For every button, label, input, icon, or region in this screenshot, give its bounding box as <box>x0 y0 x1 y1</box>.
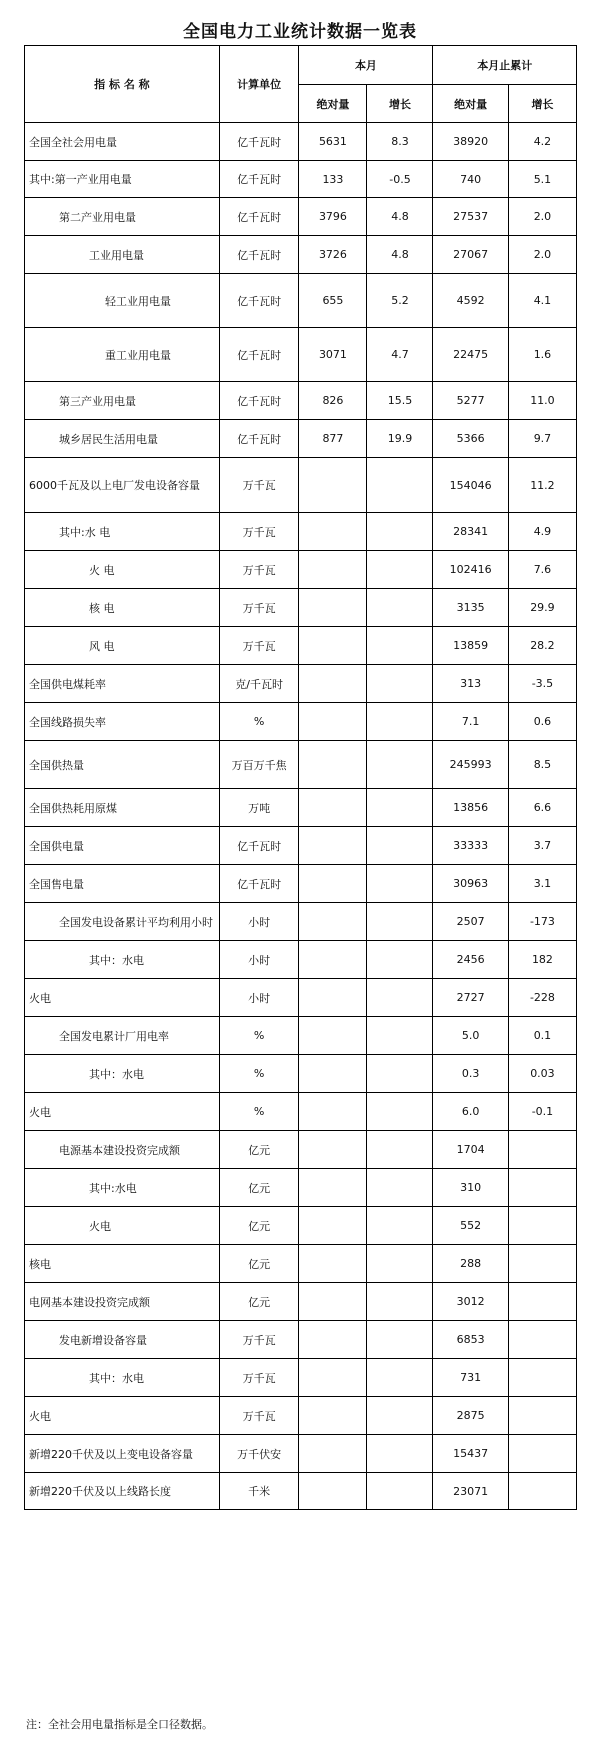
cumulative-growth-cell: 2.0 <box>508 236 576 274</box>
cumulative-abs-cell: 27067 <box>433 236 508 274</box>
indicator-name-cell: 第二产业用电量 <box>25 198 220 236</box>
indicator-name-cell: 电网基本建设投资完成额 <box>25 1283 220 1321</box>
cumulative-abs-cell: 313 <box>433 665 508 703</box>
indicator-name-cell: 全国发电设备累计平均利用小时 <box>25 903 220 941</box>
unit-cell: 亿元 <box>219 1245 299 1283</box>
month-abs-cell <box>299 1321 367 1359</box>
indicator-name-cell: 轻工业用电量 <box>25 274 220 328</box>
table-row <box>25 1245 577 1283</box>
cumulative-abs-cell: 6.0 <box>433 1093 508 1131</box>
cumulative-abs-cell: 22475 <box>433 328 508 382</box>
cumulative-growth-cell <box>508 1245 576 1283</box>
cumulative-growth-cell: 3.1 <box>508 865 576 903</box>
unit-cell: 万千瓦 <box>219 458 299 513</box>
cumulative-growth-cell <box>508 1207 576 1245</box>
month-abs-cell <box>299 513 367 551</box>
cumulative-abs-cell: 4592 <box>433 274 508 328</box>
table-row <box>25 665 577 703</box>
indicator-name-cell: 其中:水 电 <box>25 513 220 551</box>
unit-cell: % <box>219 703 299 741</box>
cumulative-abs-cell: 6853 <box>433 1321 508 1359</box>
table-row <box>25 513 577 551</box>
indicator-name-cell: 火电 <box>25 979 220 1017</box>
indicator-name-cell: 全国线路损失率 <box>25 703 220 741</box>
cumulative-growth-cell: 0.03 <box>508 1055 576 1093</box>
month-abs-cell: 826 <box>299 382 367 420</box>
unit-cell: 小时 <box>219 903 299 941</box>
month-growth-cell <box>367 458 433 513</box>
month-abs-cell <box>299 1055 367 1093</box>
unit-cell: 亿千瓦时 <box>219 328 299 382</box>
cumulative-growth-cell: 29.9 <box>508 589 576 627</box>
month-abs-cell <box>299 1283 367 1321</box>
cumulative-abs-cell: 5277 <box>433 382 508 420</box>
month-abs-cell <box>299 551 367 589</box>
cumulative-abs-cell: 552 <box>433 1207 508 1245</box>
table-row <box>25 789 577 827</box>
cumulative-growth-cell: 4.9 <box>508 513 576 551</box>
indicator-name-cell: 电源基本建设投资完成额 <box>25 1131 220 1169</box>
unit-cell: 万千瓦 <box>219 1397 299 1435</box>
cumulative-abs-cell: 28341 <box>433 513 508 551</box>
indicator-name-cell: 城乡居民生活用电量 <box>25 420 220 458</box>
table-row <box>25 123 577 161</box>
header-unit: 计算单位 <box>219 46 299 123</box>
unit-cell: 亿千瓦时 <box>219 382 299 420</box>
table-row <box>25 161 577 198</box>
month-growth-cell <box>367 827 433 865</box>
indicator-name-cell: 全国供热耗用原煤 <box>25 789 220 827</box>
cumulative-abs-cell: 2875 <box>433 1397 508 1435</box>
cumulative-abs-cell: 2456 <box>433 941 508 979</box>
month-abs-cell <box>299 665 367 703</box>
table-row <box>25 1283 577 1321</box>
month-abs-cell <box>299 1435 367 1473</box>
header-month-growth: 增长 <box>367 85 433 123</box>
month-growth-cell: 4.8 <box>367 236 433 274</box>
month-growth-cell <box>367 551 433 589</box>
cumulative-growth-cell: 6.6 <box>508 789 576 827</box>
table-row <box>25 941 577 979</box>
table-row <box>25 198 577 236</box>
table-row <box>25 1093 577 1131</box>
month-growth-cell <box>367 1169 433 1207</box>
cumulative-growth-cell: -228 <box>508 979 576 1017</box>
month-growth-cell: 4.7 <box>367 328 433 382</box>
indicator-name-cell: 火电 <box>25 1207 220 1245</box>
indicator-name-cell: 其中：水电 <box>25 1359 220 1397</box>
month-abs-cell: 3796 <box>299 198 367 236</box>
month-growth-cell <box>367 703 433 741</box>
indicator-name-cell: 其中：水电 <box>25 1055 220 1093</box>
month-growth-cell <box>367 1131 433 1169</box>
indicator-name-cell: 重工业用电量 <box>25 328 220 382</box>
indicator-name-cell: 发电新增设备容量 <box>25 1321 220 1359</box>
unit-cell: 亿元 <box>219 1169 299 1207</box>
unit-cell: 万千瓦 <box>219 1321 299 1359</box>
month-growth-cell: 8.3 <box>367 123 433 161</box>
cumulative-abs-cell: 15437 <box>433 1435 508 1473</box>
table-row <box>25 1435 577 1473</box>
indicator-name-cell: 全国供热量 <box>25 741 220 789</box>
month-abs-cell <box>299 1397 367 1435</box>
cumulative-abs-cell: 102416 <box>433 551 508 589</box>
cumulative-growth-cell: 9.7 <box>508 420 576 458</box>
table-body <box>25 123 577 1510</box>
cumulative-abs-cell: 30963 <box>433 865 508 903</box>
month-growth-cell <box>367 1397 433 1435</box>
unit-cell: 万百万千焦 <box>219 741 299 789</box>
cumulative-abs-cell: 33333 <box>433 827 508 865</box>
header-cumulative-abs: 绝对量 <box>433 85 508 123</box>
indicator-name-cell: 火电 <box>25 1397 220 1435</box>
month-abs-cell <box>299 1359 367 1397</box>
table-row <box>25 328 577 382</box>
month-growth-cell <box>367 1017 433 1055</box>
cumulative-growth-cell: 4.1 <box>508 274 576 328</box>
month-abs-cell <box>299 979 367 1017</box>
unit-cell: 亿千瓦时 <box>219 827 299 865</box>
indicator-name-cell: 其中:第一产业用电量 <box>25 161 220 198</box>
month-growth-cell <box>367 627 433 665</box>
cumulative-growth-cell <box>508 1397 576 1435</box>
unit-cell: 万千瓦 <box>219 589 299 627</box>
unit-cell: 亿千瓦时 <box>219 274 299 328</box>
month-growth-cell <box>367 1283 433 1321</box>
table-row <box>25 627 577 665</box>
unit-cell: % <box>219 1055 299 1093</box>
table-row <box>25 236 577 274</box>
table-row <box>25 741 577 789</box>
cumulative-abs-cell: 3012 <box>433 1283 508 1321</box>
cumulative-growth-cell: 2.0 <box>508 198 576 236</box>
unit-cell: 亿元 <box>219 1207 299 1245</box>
table-row <box>25 458 577 513</box>
cumulative-growth-cell: -173 <box>508 903 576 941</box>
indicator-name-cell: 全国发电累计厂用电率 <box>25 1017 220 1055</box>
header-cumulative-growth: 增长 <box>508 85 576 123</box>
cumulative-growth-cell: 5.1 <box>508 161 576 198</box>
month-growth-cell <box>367 865 433 903</box>
cumulative-abs-cell: 38920 <box>433 123 508 161</box>
cumulative-abs-cell: 13859 <box>433 627 508 665</box>
month-growth-cell: 4.8 <box>367 198 433 236</box>
cumulative-growth-cell <box>508 1321 576 1359</box>
cumulative-growth-cell <box>508 1473 576 1510</box>
indicator-name-cell: 其中:水电 <box>25 1169 220 1207</box>
cumulative-growth-cell: 3.7 <box>508 827 576 865</box>
cumulative-growth-cell <box>508 1283 576 1321</box>
month-growth-cell <box>367 1321 433 1359</box>
month-abs-cell <box>299 458 367 513</box>
month-growth-cell <box>367 1359 433 1397</box>
cumulative-growth-cell: 28.2 <box>508 627 576 665</box>
month-abs-cell: 655 <box>299 274 367 328</box>
unit-cell: 亿千瓦时 <box>219 198 299 236</box>
statistics-table <box>24 45 577 1510</box>
table-row <box>25 1473 577 1510</box>
month-growth-cell: 19.9 <box>367 420 433 458</box>
month-abs-cell <box>299 1131 367 1169</box>
month-abs-cell: 3726 <box>299 236 367 274</box>
cumulative-abs-cell: 23071 <box>433 1473 508 1510</box>
unit-cell: 千米 <box>219 1473 299 1510</box>
unit-cell: 亿元 <box>219 1283 299 1321</box>
indicator-name-cell: 火电 <box>25 1093 220 1131</box>
month-growth-cell <box>367 1207 433 1245</box>
cumulative-abs-cell: 154046 <box>433 458 508 513</box>
table-row <box>25 274 577 328</box>
table-row <box>25 1321 577 1359</box>
cumulative-growth-cell: -3.5 <box>508 665 576 703</box>
unit-cell: 万千瓦 <box>219 513 299 551</box>
cumulative-abs-cell: 740 <box>433 161 508 198</box>
unit-cell: 小时 <box>219 941 299 979</box>
indicator-name-cell: 新增220千伏及以上线路长度 <box>25 1473 220 1510</box>
indicator-name-cell: 核 电 <box>25 589 220 627</box>
indicator-name-cell: 6000千瓦及以上电厂发电设备容量 <box>25 458 220 513</box>
cumulative-abs-cell: 245993 <box>433 741 508 789</box>
cumulative-abs-cell: 1704 <box>433 1131 508 1169</box>
table-row <box>25 827 577 865</box>
month-abs-cell <box>299 589 367 627</box>
month-abs-cell <box>299 703 367 741</box>
month-abs-cell <box>299 827 367 865</box>
cumulative-growth-cell <box>508 1359 576 1397</box>
table-row <box>25 1397 577 1435</box>
month-abs-cell <box>299 903 367 941</box>
table-row <box>25 1359 577 1397</box>
cumulative-growth-cell <box>508 1169 576 1207</box>
cumulative-abs-cell: 288 <box>433 1245 508 1283</box>
cumulative-abs-cell: 0.3 <box>433 1055 508 1093</box>
month-abs-cell: 877 <box>299 420 367 458</box>
month-abs-cell <box>299 941 367 979</box>
month-growth-cell <box>367 789 433 827</box>
month-abs-cell <box>299 1473 367 1510</box>
table-row <box>25 1017 577 1055</box>
cumulative-abs-cell: 5.0 <box>433 1017 508 1055</box>
table-row <box>25 1055 577 1093</box>
indicator-name-cell: 第三产业用电量 <box>25 382 220 420</box>
indicator-name-cell: 其中：水电 <box>25 941 220 979</box>
month-abs-cell <box>299 627 367 665</box>
table-row <box>25 865 577 903</box>
month-abs-cell <box>299 865 367 903</box>
indicator-name-cell: 全国售电量 <box>25 865 220 903</box>
month-growth-cell: 5.2 <box>367 274 433 328</box>
unit-cell: 亿千瓦时 <box>219 236 299 274</box>
cumulative-growth-cell: 7.6 <box>508 551 576 589</box>
cumulative-growth-cell: 11.0 <box>508 382 576 420</box>
table-row <box>25 703 577 741</box>
month-growth-cell <box>367 1245 433 1283</box>
month-growth-cell <box>367 1055 433 1093</box>
indicator-name-cell: 风 电 <box>25 627 220 665</box>
month-growth-cell <box>367 741 433 789</box>
cumulative-growth-cell: 11.2 <box>508 458 576 513</box>
cumulative-growth-cell: 8.5 <box>508 741 576 789</box>
unit-cell: 万千瓦 <box>219 627 299 665</box>
cumulative-abs-cell: 13856 <box>433 789 508 827</box>
month-abs-cell: 133 <box>299 161 367 198</box>
cumulative-abs-cell: 5366 <box>433 420 508 458</box>
month-abs-cell <box>299 741 367 789</box>
month-growth-cell <box>367 1435 433 1473</box>
table-row <box>25 551 577 589</box>
cumulative-abs-cell: 2507 <box>433 903 508 941</box>
table-row <box>25 382 577 420</box>
month-abs-cell: 5631 <box>299 123 367 161</box>
unit-cell: % <box>219 1093 299 1131</box>
table-row <box>25 1169 577 1207</box>
cumulative-abs-cell: 7.1 <box>433 703 508 741</box>
cumulative-abs-cell: 27537 <box>433 198 508 236</box>
indicator-name-cell: 工业用电量 <box>25 236 220 274</box>
cumulative-abs-cell: 2727 <box>433 979 508 1017</box>
header-indicator-name: 指 标 名 称 <box>25 46 220 123</box>
unit-cell: 万吨 <box>219 789 299 827</box>
indicator-name-cell: 火 电 <box>25 551 220 589</box>
indicator-name-cell: 全国供电量 <box>25 827 220 865</box>
indicator-name-cell: 核电 <box>25 1245 220 1283</box>
table-row <box>25 979 577 1017</box>
unit-cell: 亿元 <box>219 1131 299 1169</box>
header-month-abs: 绝对量 <box>299 85 367 123</box>
unit-cell: 万千瓦 <box>219 551 299 589</box>
cumulative-abs-cell: 310 <box>433 1169 508 1207</box>
table-row <box>25 589 577 627</box>
cumulative-abs-cell: 3135 <box>433 589 508 627</box>
month-growth-cell <box>367 1093 433 1131</box>
indicator-name-cell: 新增220千伏及以上变电设备容量 <box>25 1435 220 1473</box>
cumulative-growth-cell <box>508 1435 576 1473</box>
month-growth-cell: 15.5 <box>367 382 433 420</box>
unit-cell: 亿千瓦时 <box>219 161 299 198</box>
cumulative-growth-cell: 1.6 <box>508 328 576 382</box>
month-abs-cell: 3071 <box>299 328 367 382</box>
month-abs-cell <box>299 1169 367 1207</box>
indicator-name-cell: 全国全社会用电量 <box>25 123 220 161</box>
month-abs-cell <box>299 1017 367 1055</box>
cumulative-growth-cell: 4.2 <box>508 123 576 161</box>
unit-cell: % <box>219 1017 299 1055</box>
cumulative-growth-cell: 182 <box>508 941 576 979</box>
table-row <box>25 1207 577 1245</box>
table-row <box>25 420 577 458</box>
footnote: 注：全社会用电量指标是全口径数据。 <box>26 1718 213 1731</box>
table-title: 全国电力工业统计数据一览表 <box>183 22 417 42</box>
month-growth-cell <box>367 513 433 551</box>
month-growth-cell: -0.5 <box>367 161 433 198</box>
unit-cell: 克/千瓦时 <box>219 665 299 703</box>
cumulative-growth-cell <box>508 1131 576 1169</box>
unit-cell: 亿千瓦时 <box>219 420 299 458</box>
month-growth-cell <box>367 665 433 703</box>
month-growth-cell <box>367 903 433 941</box>
unit-cell: 万千伏安 <box>219 1435 299 1473</box>
cumulative-growth-cell: 0.6 <box>508 703 576 741</box>
table-row <box>25 1131 577 1169</box>
cumulative-abs-cell: 731 <box>433 1359 508 1397</box>
month-growth-cell <box>367 941 433 979</box>
table-row <box>25 903 577 941</box>
month-abs-cell <box>299 1207 367 1245</box>
cumulative-growth-cell: -0.1 <box>508 1093 576 1131</box>
month-growth-cell <box>367 979 433 1017</box>
unit-cell: 万千瓦 <box>219 1359 299 1397</box>
header-this-month: 本月 <box>299 46 433 85</box>
month-abs-cell <box>299 1093 367 1131</box>
month-growth-cell <box>367 1473 433 1510</box>
unit-cell: 小时 <box>219 979 299 1017</box>
indicator-name-cell: 全国供电煤耗率 <box>25 665 220 703</box>
month-growth-cell <box>367 589 433 627</box>
cumulative-growth-cell: 0.1 <box>508 1017 576 1055</box>
month-abs-cell <box>299 789 367 827</box>
month-abs-cell <box>299 1245 367 1283</box>
unit-cell: 亿千瓦时 <box>219 865 299 903</box>
unit-cell: 亿千瓦时 <box>219 123 299 161</box>
header-cumulative: 本月止累计 <box>433 46 577 85</box>
